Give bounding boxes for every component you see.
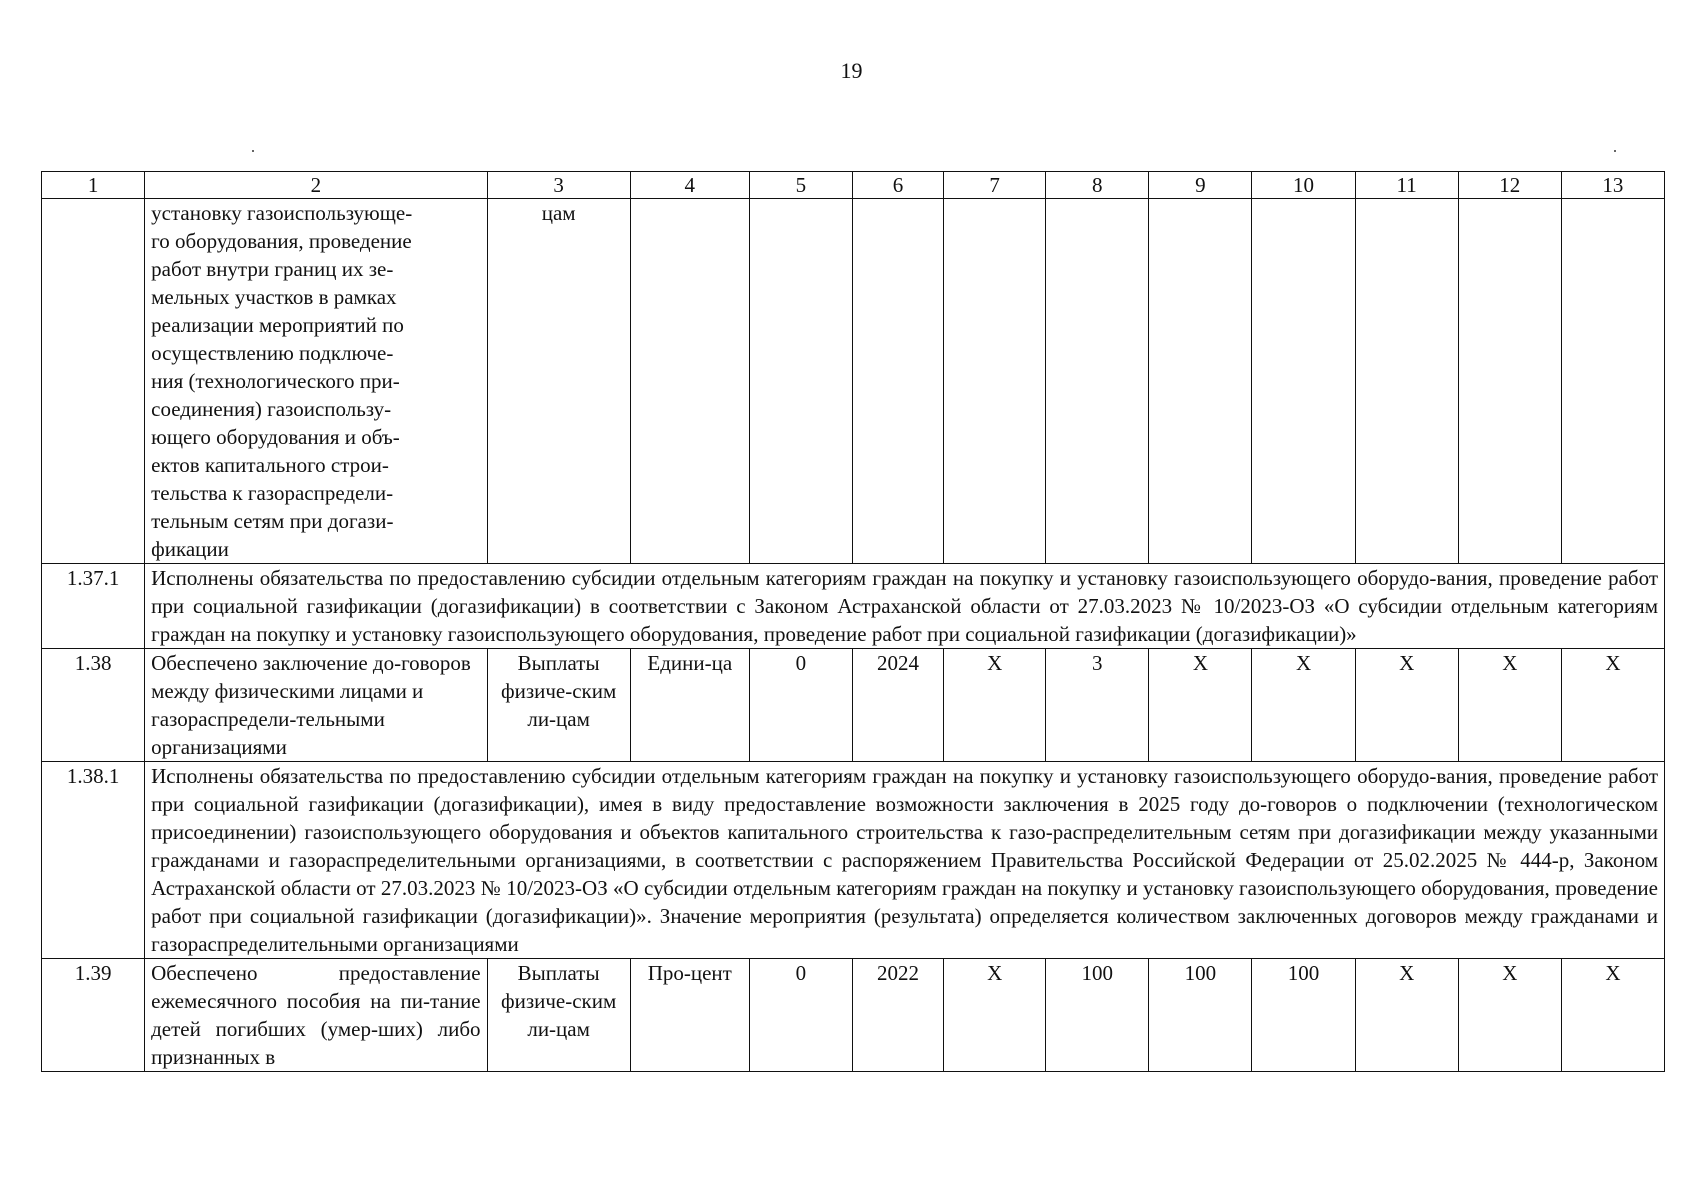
cell-empty	[1046, 199, 1149, 564]
table-row-1-39	[42, 959, 1665, 1072]
cell-col3: цам	[487, 199, 630, 564]
cell-empty	[1458, 199, 1561, 564]
cell-description: Обеспечено заключение до-говоров между физическими лицами и газораспредели-тельными организациями	[145, 649, 487, 762]
cell-col3: Выплаты физиче-ским ли-цам	[487, 649, 630, 762]
cell-empty	[1355, 199, 1458, 564]
cell-col6: 2022	[852, 959, 943, 1072]
cell-unit: Едини-ца	[630, 649, 749, 762]
scan-speck	[1614, 150, 1616, 152]
column-header: 4	[630, 172, 749, 199]
cell-col10: Х	[1252, 649, 1355, 762]
column-header: 10	[1252, 172, 1355, 199]
cell-col12: Х	[1458, 959, 1561, 1072]
cell-col12: Х	[1458, 649, 1561, 762]
column-header: 3	[487, 172, 630, 199]
cell-col10: 100	[1252, 959, 1355, 1072]
cell-merged-description: Исполнены обязательства по предоставлению субсидии отдельным категориям граждан на покупку и установку газоиспользующего оборудо-вания, проведение работ при социальной газификации (догазификации), имея в виду предоставление возможности заключения в 2025 году до-говоров о подключении (технологическом присоединении) газоиспользующего оборудования и объектов капитального строительства к газо-распределительным сетям при догазификации между указанными гражданами и газораспределительными организациями, в соответствии с распоряжением Правительства Российской Федерации от 25.02.2025 № 444-р, Законом Астраханской области от 27.03.2023 № 10/2023-ОЗ «О субсидии отдельным категориям граждан на покупку и установку газоиспользующего оборудования, проведение работ при социальной газификации (догазификации)». Значение мероприятия (результата) определяется количеством заключенных договоров между гражданами и газораспределительными организациями	[145, 762, 1665, 959]
cell-col11: Х	[1355, 649, 1458, 762]
description-line: тельным сетям при догази-	[151, 509, 394, 533]
description-line: го оборудования, проведение	[151, 229, 412, 253]
cell-col13: Х	[1561, 959, 1664, 1072]
cell-col11: Х	[1355, 959, 1458, 1072]
cell-col9: 100	[1149, 959, 1252, 1072]
description-line: фикации	[151, 537, 229, 561]
description-line: реализации мероприятий по	[151, 313, 404, 337]
description-line: установку газоиспользующе-	[151, 201, 413, 225]
description-line: ющего оборудования и объ-	[151, 425, 400, 449]
cell-empty	[1252, 199, 1355, 564]
cell-col5: 0	[749, 649, 852, 762]
cell-num: 1.38	[42, 649, 145, 762]
page-number: 19	[840, 58, 863, 83]
indicators-table	[41, 171, 1665, 1072]
column-header: 11	[1355, 172, 1458, 199]
cell-empty	[630, 199, 749, 564]
cell-num: 1.39	[42, 959, 145, 1072]
cell-col3: Выплаты физиче-ским ли-цам	[487, 959, 630, 1072]
cell-empty	[944, 199, 1046, 564]
cell-empty	[1561, 199, 1664, 564]
description-line: осуществлению подключе-	[151, 341, 394, 365]
cell-col13: Х	[1561, 649, 1664, 762]
cell-col8: 100	[1046, 959, 1149, 1072]
cell-col9: Х	[1149, 649, 1252, 762]
scan-speck	[252, 150, 254, 152]
column-header: 1	[42, 172, 145, 199]
cell-num	[42, 199, 145, 564]
column-number-row	[42, 172, 1665, 199]
column-header: 2	[145, 172, 487, 199]
cell-col6: 2024	[852, 649, 943, 762]
description-line: работ внутри границ их зе-	[151, 257, 394, 281]
cell-col7: Х	[944, 959, 1046, 1072]
column-header: 9	[1149, 172, 1252, 199]
cell-description	[145, 199, 487, 564]
cell-col5: 0	[749, 959, 852, 1072]
cell-col8: 3	[1046, 649, 1149, 762]
cell-unit: Про-цент	[630, 959, 749, 1072]
description-line: мельных участков в рамках	[151, 285, 397, 309]
column-header: 6	[852, 172, 943, 199]
column-header: 7	[944, 172, 1046, 199]
cell-empty	[852, 199, 943, 564]
cell-description: Обеспечено предоставление ежемесячного пособия на пи-тание детей погибших (умер-ших) либо признанных в	[145, 959, 487, 1072]
description-line: тельства к газораспредели-	[151, 481, 394, 505]
column-header: 8	[1046, 172, 1149, 199]
table-row-1-37-1	[42, 564, 1665, 649]
table-row-1-38	[42, 649, 1665, 762]
description-line: соединения) газоиспользу-	[151, 397, 392, 421]
cell-col7: Х	[944, 649, 1046, 762]
column-header: 13	[1561, 172, 1664, 199]
cell-empty	[1149, 199, 1252, 564]
cell-merged-description: Исполнены обязательства по предоставлению субсидии отдельным категориям граждан на покупку и установку газоиспользующего оборудо-вания, проведение работ при социальной газификации (догазификации) в соответствии с Законом Астраханской области от 27.03.2023 № 10/2023-ОЗ «О субсидии отдельным категориям граждан на покупку и установку газоиспользующего оборудования, проведение работ при социальной газификации (догазификации)»	[145, 564, 1665, 649]
column-header: 12	[1458, 172, 1561, 199]
cell-num: 1.38.1	[42, 762, 145, 959]
description-line: ектов капитального строи-	[151, 453, 389, 477]
cell-num: 1.37.1	[42, 564, 145, 649]
table-row-1-38-1	[42, 762, 1665, 959]
description-line: ния (технологического при-	[151, 369, 400, 393]
cell-empty	[749, 199, 852, 564]
column-header: 5	[749, 172, 852, 199]
table-row-continuation	[42, 199, 1665, 564]
